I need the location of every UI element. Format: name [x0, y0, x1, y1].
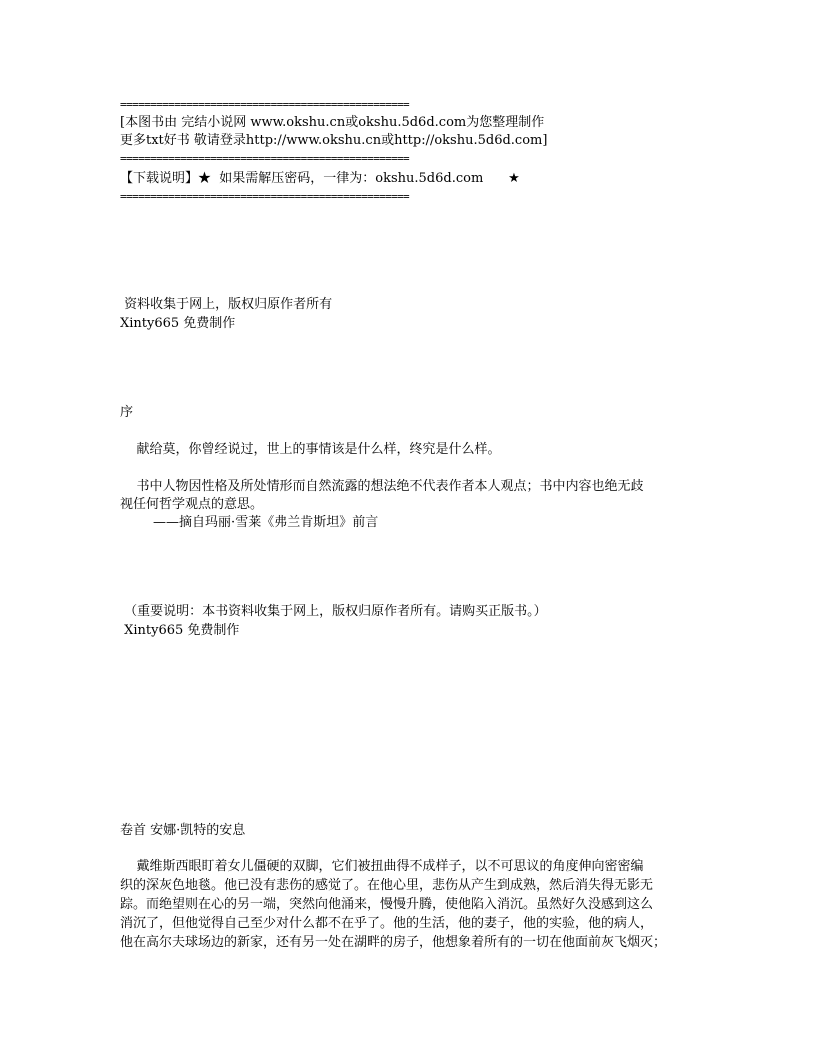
important-notice: （重要说明：本书资料收集于网上，版权归原作者所有。请购买正版书。） — [120, 604, 547, 619]
preface-paragraph-2-line-2: 视任何哲学观点的意思。 — [120, 497, 264, 512]
credits-line-2: Xinty665 免费制作 — [120, 316, 236, 331]
preface-heading: 序 — [120, 405, 134, 420]
credits-line-3: Xinty665 免费制作 — [120, 623, 240, 638]
credits-line-1: 资料收集于网上，版权归原作者所有 — [120, 297, 333, 312]
source-notice-line-2: 更多txt好书 敬请登录http://www.okshu.cn或http://okshu.5d6d.com] — [120, 133, 548, 148]
chapter-text-line: 织的深灰色地毯。他已没有悲伤的感觉了。在他心里，悲伤从产生到成熟，然后消失得无影无 — [120, 878, 654, 893]
separator-rule: ================================================ — [120, 152, 410, 165]
chapter-text-line: 踪。而绝望则在心的另一端，突然向他涌来，慢慢升腾，使他陷入消沉。虽然好久没感到这么 — [120, 897, 654, 912]
chapter-heading: 卷首 安娜·凯特的安息 — [120, 823, 246, 838]
preface-quote-attribution: ——摘自玛丽·雪莱《弗兰肯斯坦》前言 — [120, 515, 379, 530]
separator-rule: ================================================ — [120, 190, 410, 203]
chapter-text-line: 消沉了，但他觉得自己至少对什么都不在乎了。他的生活，他的妻子，他的实验，他的病人， — [120, 916, 654, 931]
chapter-text-line: 戴维斯西眼盯着女儿僵硬的双脚，它们被扭曲得不成样子，以不可思议的角度伸向密密编 — [120, 859, 644, 874]
preface-paragraph-2-line-1: 书中人物因性格及所处情形而自然流露的想法绝不代表作者本人观点；书中内容也绝无歧 — [120, 479, 644, 494]
chapter-text-line: 他在高尔夫球场边的新家，还有另一处在湖畔的房子，他想象着所有的一切在他面前灰飞烟灭； — [120, 935, 667, 950]
source-notice-line-1: [本图书由 完结小说网 www.okshu.cn或okshu.5d6d.com为您整理制作 — [120, 115, 545, 130]
preface-paragraph-1: 献给莫，你曾经说过，世上的事情该是什么样，终究是什么样。 — [120, 442, 501, 457]
download-note: 【下载说明】★ 如果需解压密码，一律为：okshu.5d6d.com ★ — [120, 171, 520, 186]
separator-rule: ================================================ — [120, 98, 410, 111]
